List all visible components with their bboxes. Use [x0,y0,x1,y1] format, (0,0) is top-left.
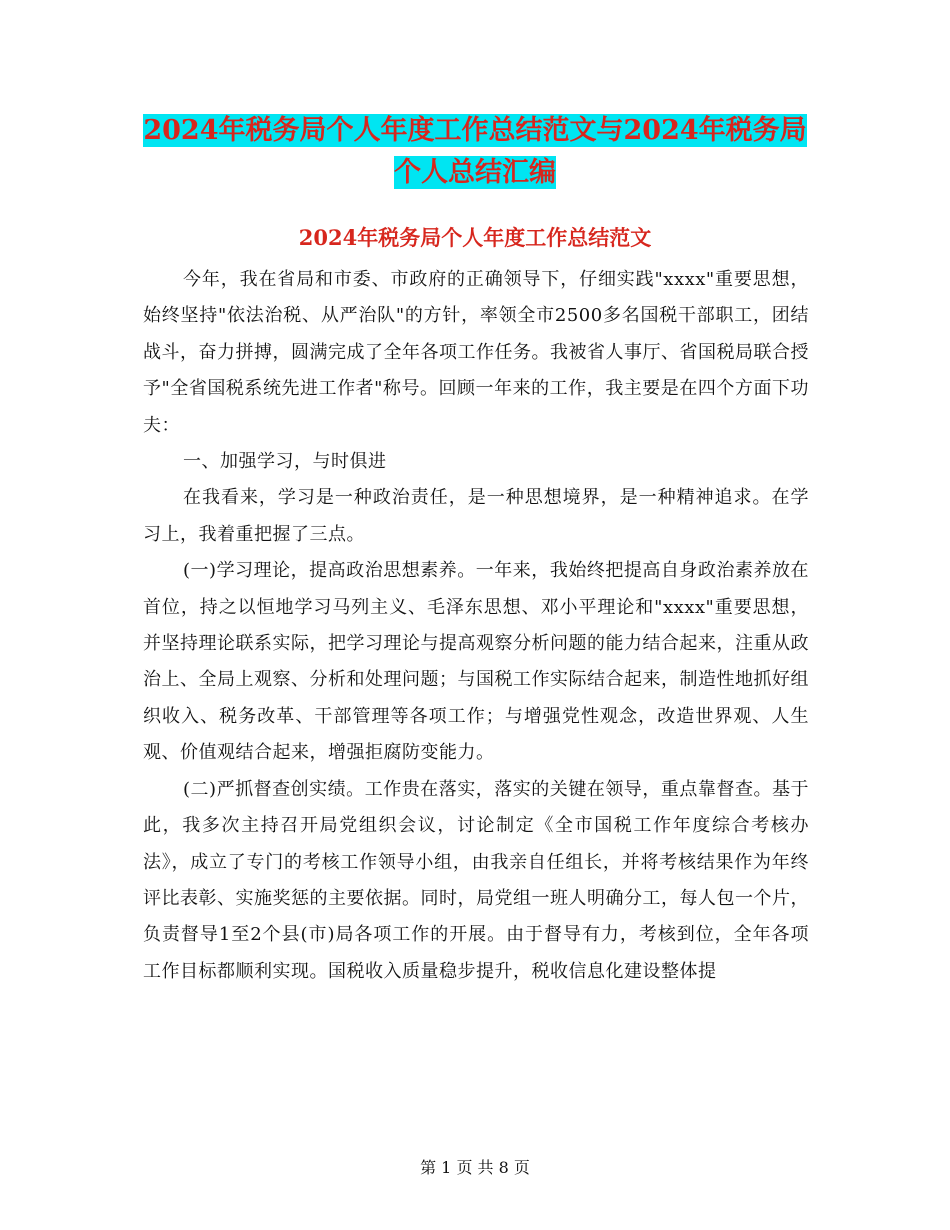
heading-strengthen-learning: 一、加强学习，与时俱进 [183,451,387,473]
paragraph-theory: (一)学习理论，提高政治思想素养。一年来，我始终把提高自身政治素养放在首位，持之以恒地学习马列主义、毛泽东思想、邓小平理论和"xxxx"重要思想，并坚持理论联系实际，把学习理论与提高观察分析问题的能力结合起来，注重从政治上、全局上观察、分析和处理问题；与国税工作实际结合起来，制造性地抓好组织收入、税务改革、干部管理等各项工作；与增强党性观念，改造世界观、人生观、价值观结合起来，增强拒腐防变能力。 [143,560,809,764]
page-footer: 第 1 页 共 8 页 [420,1158,530,1177]
paragraph-intro: 今年，我在省局和市委、市政府的正确领导下，仔细实践"xxxx"重要思想，始终坚持"依法治税、从严治队"的方针，率领全市2500多名国税干部职工，团结战斗，奋力拼搏，圆满完成了全年各项工作任务。我被省人事厅、省国税局联合授予"全省国税系统先进工作者"称号。回顾一年来的工作，我主要是在四个方面下功夫： [143,269,809,436]
document-body [143,262,809,990]
paragraph-learning: 在我看来，学习是一种政治责任，是一种思想境界，是一种精神追求。在学习上，我着重把握了三点。 [143,487,809,545]
section-title: 2024年税务局个人年度工作总结范文 [298,225,652,250]
paragraph-supervision: (二)严抓督查创实绩。工作贵在落实，落实的关键在领导，重点靠督查。基于此，我多次主持召开局党组织会议，讨论制定《全市国税工作年度综合考核办法》，成立了专门的考核工作领导小组，由我亲自任组长，并将考核结果作为年终评比表彰、实施奖惩的主要依据。同时，局党组一班人明确分工，每人包一个片，负责督导1至2个县(市)局各项工作的开展。由于督导有力，考核到位，全年各项工作目标都顺利实现。国税收入质量稳步提升，税收信息化建设整体提 [143,778,809,982]
document-title-line2: 个人总结汇编 [394,157,556,188]
document-title-line1: 2024年税务局个人年度工作总结范文与2024年税务局 [143,115,807,146]
document-title [0,110,950,194]
